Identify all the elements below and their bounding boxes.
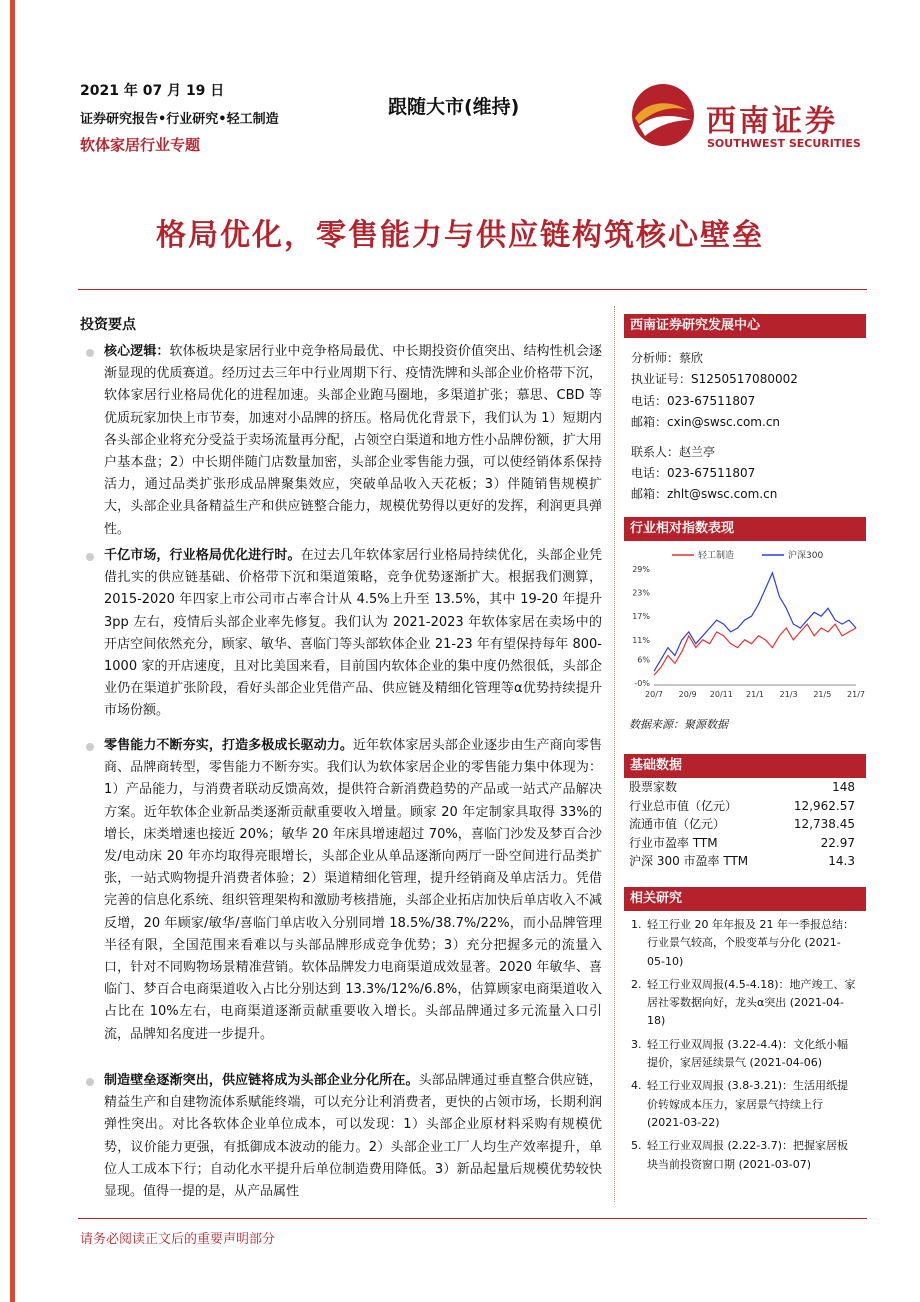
table-row	[629, 778, 855, 797]
list-item[interactable]	[631, 1137, 857, 1174]
series-line	[654, 624, 856, 675]
title-divider	[78, 289, 867, 290]
row-label: 股票家数	[629, 780, 678, 794]
investment-point-4	[104, 1070, 602, 1203]
row-label: 沪深 300 市盈率 TTM	[629, 854, 749, 869]
item-text: 轻工行业 20 年年报及 21 年一季报总结：行业景气较高，个股变革与分化 (2021-05-10)	[647, 918, 854, 968]
analyst-name: 分析师：蔡欣	[631, 351, 704, 365]
contact-name: 联系人：赵兰亭	[631, 444, 716, 459]
relative-index-chart	[624, 545, 866, 705]
y-tick-label: 17%	[632, 612, 650, 622]
investment-point-1	[104, 341, 602, 541]
item-number: 4.	[631, 1079, 642, 1093]
license-number: 执业证号：S1250517080002	[631, 372, 798, 387]
y-tick-label: 23%	[632, 588, 650, 598]
brand-name-en: SOUTHWEST SECURITIES	[707, 137, 861, 150]
table-row	[629, 797, 855, 816]
investment-point-2	[104, 545, 602, 723]
list-item[interactable]	[631, 1077, 857, 1132]
footer-divider	[78, 1218, 867, 1219]
point-lead: 制造壁垒逐渐突出，供应链将成为头部企业分化所在。	[104, 1073, 419, 1088]
point-lead: 千亿市场，行业格局优化进行时。	[104, 548, 301, 563]
list-item[interactable]	[631, 916, 857, 971]
item-text: 轻工行业双周报 (3.22-4.4)：文化纸小幅提价，家居延续景气 (2021-04-06)	[647, 1037, 849, 1070]
investment-point-3	[104, 735, 602, 1046]
column-divider	[614, 306, 615, 1202]
point-text: 近年软体家居头部企业逐步由生产商向零售商、品牌商转型，零售能力不断夯实。我们认为软体家居企业的零售能力集中体现为：1）产品能力，与消费者联动反馈高效，提供符合新消费趋势的产品或一站式产品解决方案。近年软体企业新品类逐渐贡献重要收入增量。顾家 20 年定制家具取得 33%的增长，床类增速也接近 20%；敏华 20 年床具增速超过 70%，喜临门沙发及梦百合沙发/电动床 20 年亦均取得亮眼增长，头部企业从单品逐渐向两厅一卧空间进行品类扩张，一站式购物提升消费者体验；2）渠道精细化管理，提升经销商及单店活力。凭借完善的信息化系统、组织管理架构和激励考核措施，头部企业拓店加快后单店收入不减反增，20 年顾家/敏华/喜临门单店收入分别同增 18.5%/38.7%/22%，而小品牌管理半径有限，全国范围来看难以与头部品牌形成竞争优势；3）充分把握多元的流量入口，针对不同购物场景精准营销。软体品牌发力电商渠道成效显著。2020 年敏华、喜临门、梦百合电商渠道收入占比分别达到 13.3%/12%/6.8%，估算顾家电商渠道收入占比在 10%左右，电商渠道逐渐贡献重要收入增长。头部品牌通过多元流量入口引流，品牌知名度进一步提升。	[104, 738, 602, 1042]
list-item[interactable]	[631, 976, 857, 1031]
bullet-icon	[86, 743, 94, 751]
table-row	[629, 834, 855, 853]
point-text: 头部品牌通过垂直整合供应链，精益生产和自建物流体系赋能终端，可以充分让利消费者，更快的占领市场，长期利润弹性突出。对比各软体企业单位成本，可以发现：1）头部企业原材料采购有规模优势，议价能力更强，有抵御成本波动的能力。2）头部企业工厂人均生产效率提升，单位人工成本下行；自动化水平提升后单位制造费用降低。3）新品起量后规模优势较快显现。值得一提的是，从产品属性	[104, 1073, 602, 1200]
report-title: 格局优化，零售能力与供应链构筑核心壁垒	[156, 218, 764, 253]
legend-label: 沪深300	[788, 551, 824, 561]
x-tick-label: 20/11	[709, 690, 733, 699]
disclaimer-notice: 请务必阅读正文后的重要声明部分	[80, 1232, 276, 1247]
x-tick-label: 21/7	[847, 690, 865, 699]
row-label: 行业总市值（亿元）	[629, 798, 738, 813]
item-number: 2.	[631, 977, 642, 991]
row-value: 148	[832, 780, 855, 794]
bullet-icon	[86, 1078, 94, 1086]
left-accent-bar	[10, 0, 15, 1302]
research-center-heading: 西南证券研究发展中心	[624, 314, 866, 338]
item-number: 1.	[631, 918, 642, 931]
point-text: 软体板块是家居行业中竞争格局最优、中长期投资价值突出、结构性机会逐渐显现的优质赛道。经历过去三年中行业周期下行、疫情洗牌和头部企业价格带下沉，软体家居行业格局优化的进程加速。头部企业跑马圈地，多渠道扩张；慕思、CBD 等优质玩家加快上市节奏，加速对小品牌的挤压。格局优化背景下，我们认为 1）短期内各头部企业将充分受益于卖场流量再分配，占领空白渠道和地方性小品牌份额，扩大用户基本盘；2）中长期伴随门店数量加密，头部企业零售能力强，可以使经销体系保持活力，通过品类扩张形成品牌聚集效应，突破单品收入天花板；3）伴随销售规模扩大，头部企业具备精益生产和供应链整合能力，规模优势得以更好的发挥，利润更具弹性。	[104, 344, 602, 537]
row-value: 12,738.45	[793, 817, 855, 832]
brand-name-cn: 西南证券	[706, 104, 838, 139]
y-tick-label: 29%	[632, 565, 650, 574]
table-row	[629, 852, 855, 871]
x-tick-label: 21/1	[746, 690, 764, 699]
row-label: 流通市值（亿元）	[629, 817, 726, 832]
chart-source: 数据来源：聚源数据	[629, 718, 728, 731]
item-text: 轻工行业双周报 (3.8-3.21)：生活用纸提价转嫁成本压力，家居景气持续上行 (2021-03-22)	[647, 1079, 849, 1129]
y-tick-label: 11%	[632, 635, 650, 645]
basic-data-table	[629, 778, 855, 871]
point-lead: 核心逻辑：	[104, 344, 170, 359]
analyst-phone: 电话：023-67511807	[631, 393, 756, 408]
row-value: 22.97	[820, 835, 855, 850]
basic-data-heading: 基础数据	[624, 754, 866, 778]
report-topic: 软体家居行业专题	[80, 136, 201, 154]
x-tick-label: 21/5	[813, 690, 832, 699]
table-row	[629, 815, 855, 834]
rating-label: 跟随大市(维持)	[388, 96, 520, 118]
list-item[interactable]	[631, 1036, 857, 1073]
item-text: 轻工行业双周报(4.5-4.18)：地产竣工、家居社零数据向好，龙头α突出 (2021-04-18)	[647, 977, 856, 1028]
report-date: 2021 年 07 月 19 日	[80, 83, 225, 99]
x-tick-label: 20/7	[645, 690, 663, 699]
investment-heading: 投资要点	[80, 317, 136, 333]
bullet-icon	[86, 349, 94, 357]
contact-phone: 电话：023-67511807	[631, 466, 756, 481]
legend-label: 轻工制造	[698, 551, 735, 561]
related-research-list	[631, 916, 857, 1179]
index-chart-heading: 行业相对指数表现	[624, 517, 866, 541]
report-category: 证券研究报告•行业研究•轻工制造	[80, 112, 279, 127]
bullet-icon	[86, 553, 94, 561]
item-number: 5.	[631, 1139, 642, 1153]
y-tick-label: 6%	[637, 655, 650, 665]
related-research-heading: 相关研究	[624, 887, 866, 911]
row-value: 14.3	[828, 854, 855, 869]
x-tick-label: 20/9	[678, 690, 697, 699]
point-text: 在过去几年软体家居行业格局持续优化，头部企业凭借扎实的供应链基础、价格带下沉和渠道策略，竞争优势逐渐扩大。根据我们测算，2015-2020 年四家上市公司市占率合计从 4.5%上升至 13.5%，其中 19-20 年提升 3pp 左右，疫情后头部企业率先修复。我们认为 2021-2023 年软体家居在卖场中的开店空间依然充分，顾家、敏华、喜临门等头部软体企业 21-23 年有望保持每年 800-1000 家的开店速度，且对比美国来看，目前国内软体企业的集中度仍然很低，头部企业仍在渠道扩张阶段，看好头部企业凭借产品、供应链及精细化管理等α优势持续提升市场份额。	[104, 548, 602, 719]
item-number: 3.	[631, 1037, 642, 1051]
series-line	[654, 573, 856, 671]
contact-email[interactable]: 邮箱：zhlt@swsc.com.cn	[631, 487, 778, 502]
y-tick-label: -0%	[634, 679, 650, 689]
analyst-info	[631, 348, 798, 506]
point-lead: 零售能力不断夯实，打造多极成长驱动力。	[104, 738, 354, 753]
row-value: 12,962.57	[793, 798, 855, 813]
item-text: 轻工行业双周报 (2.22-3.7)：把握家居板块当前投资窗口期 (2021-03-07)	[647, 1139, 849, 1171]
analyst-email[interactable]: 邮箱：cxin@swsc.com.cn	[631, 415, 781, 430]
row-label: 行业市盈率 TTM	[629, 835, 718, 850]
x-tick-label: 21/3	[779, 690, 798, 699]
